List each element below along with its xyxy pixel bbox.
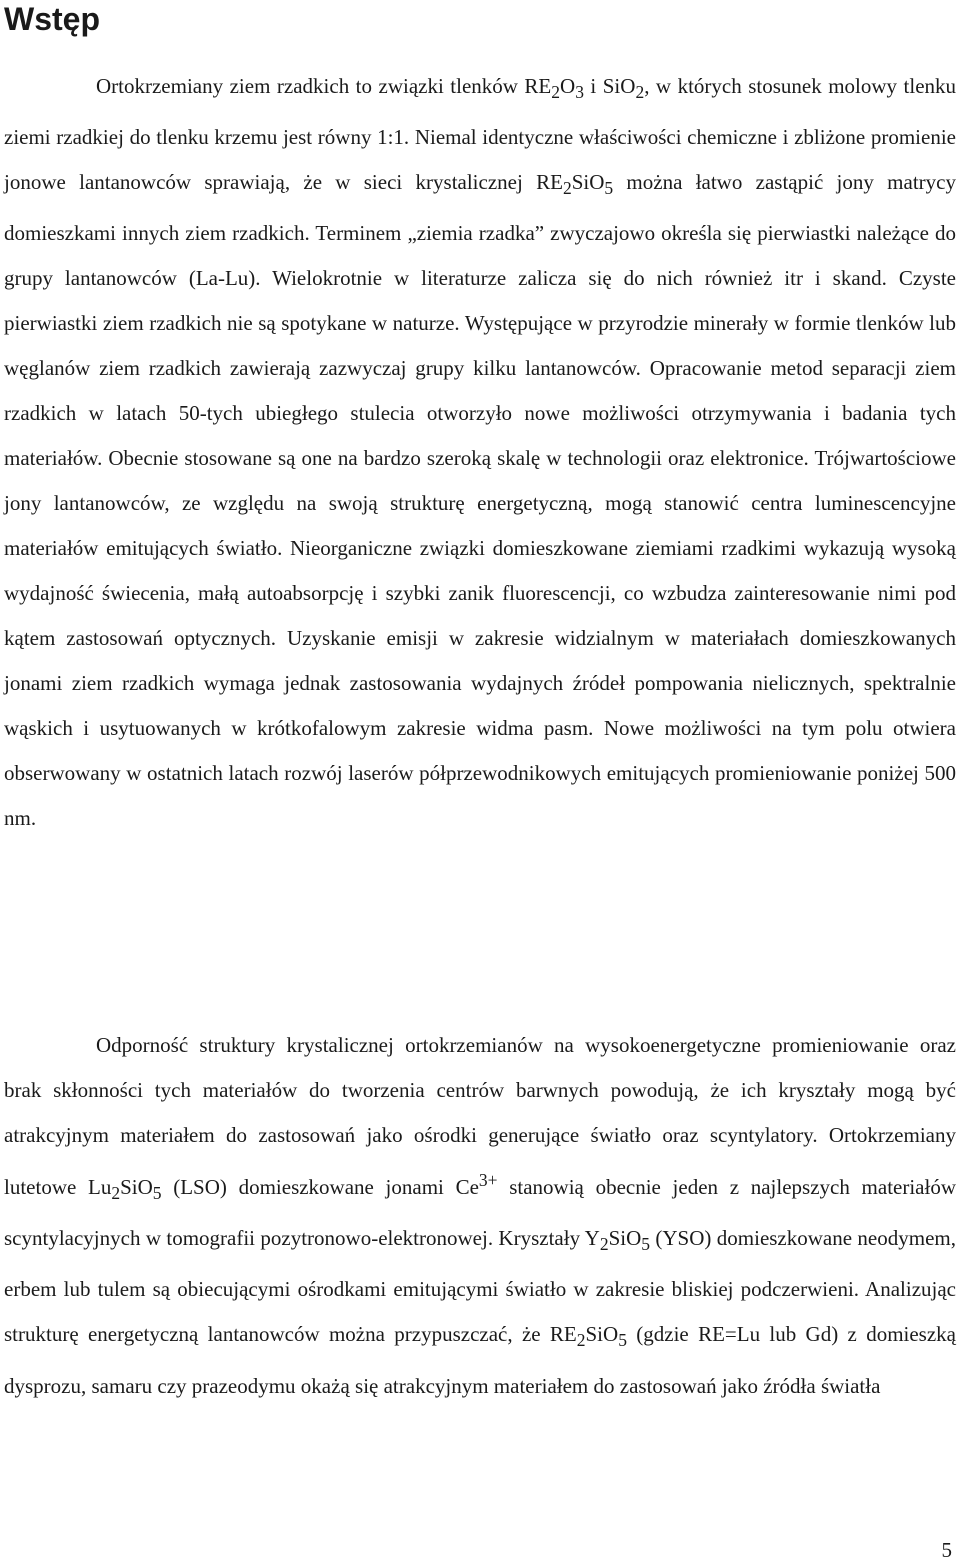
text-segment: SiO <box>585 1322 619 1347</box>
subscript: 2 <box>635 82 645 103</box>
section-heading: Wstęp <box>4 1 100 37</box>
text-segment: Ortokrzemiany ziem rzadkich to związki tlenków RE <box>96 74 552 98</box>
subscript: 5 <box>641 1234 651 1255</box>
subscript: 2 <box>562 178 572 199</box>
text-segment: stanowią obecnie jeden z najlepszych materiałów scyntylacyjnych w tomografii pozytronowo-elektronowej. Kryształy Y <box>4 1175 957 1251</box>
text-segment: (gdzie RE=Lu lub Gd) z domieszką dysprozu, samaru czy prazeodymu okażą się atrakcyjnym materiałem do zastosowań jako źródła światła <box>4 1322 956 1398</box>
subscript: 2 <box>599 1234 609 1255</box>
superscript: 3+ <box>478 1170 498 1190</box>
text-segment: , w których stosunek molowy tlenku ziemi rzadkiej do tlenku krzemu jest równy 1:1. Niemal identyczne właściwości chemiczne i zbliżone promienie jonowe lantanowców sprawiają, że w sieci krystalicznej RE <box>4 74 957 195</box>
text-segment: SiO <box>571 170 605 195</box>
paragraph-orthosilicates <box>4 1023 956 1409</box>
paragraph-intro <box>4 64 956 841</box>
subscript: 3 <box>575 82 584 103</box>
text-segment: i SiO <box>583 74 636 98</box>
subscript: 2 <box>111 1183 121 1204</box>
subscript: 2 <box>551 82 561 103</box>
text-segment: (YSO) domieszkowane neodymem, erbem lub tulem są obiecującymi ośrodkami emitującymi światło w zakresie bliskiej podczerwieni. Analizując strukturę energetyczną lantanowców można przypuszczać, że RE <box>4 1226 956 1347</box>
subscript: 5 <box>618 1330 627 1351</box>
text-segment: (LSO) domieszkowane jonami Ce <box>161 1175 479 1199</box>
subscript: 5 <box>604 178 614 199</box>
text-segment: SiO <box>608 1226 642 1251</box>
subscript: 2 <box>576 1330 586 1351</box>
text-segment: można łatwo zastąpić jony matrycy domieszkami innych ziem rzadkich. Terminem „ziemia rzadka” zwyczajowo określa się pierwiastki należące do grupy lantanowców (La-Lu). Wielokrotnie w literaturze zalicza się do nich również itr i skand. Czyste pierwiastki ziem rzadkich nie są spotykane w naturze. Występujące w przyrodzie minerały w formie tlenków lub węglanów ziem rzadkich zawierają zazwyczaj grupy kilku lantanowców. Opracowanie metod separacji ziem rzadkich w latach 50-tych ubiegłego stulecia otworzyło nowe możliwości otrzymywania i badania tych materiałów. Obecnie stosowane są one na bardzo szeroką skalę w technologii oraz elektronice. Trójwartościowe jony lantanowców, ze względu na swoją strukturę energetyczną, mogą stanowić centra luminescencyjne materiałów emitujących światło. Nieorganiczne związki domieszkowane ziemiami rzadkimi wykazują wysoką wydajność świecenia, małą autoabsorpcję i szybki zanik fluorescencji, co wzbudza zainteresowanie nimi pod kątem zastosowań optycznych. Uzyskanie emisji w zakresie widzialnym w materiałach domieszkowanych jonami ziem rzadkich wymaga jednak zastosowania wydajnych źródeł pompowania nielicznych, spektralnie wąskich i usytuowanych w krótkofalowym zakresie widma pasm. Nowe możliwości na tym polu otwiera obserwowany w ostatnich latach rozwój laserów półprzewodnikowych emitujących promieniowanie poniżej 500 nm. <box>4 170 956 831</box>
text-segment: Odporność struktury krystalicznej ortokrzemianów na wysokoenergetyczne promieniowanie oraz brak skłonności tych materiałów do tworzenia centrów barwnych powodują, że ich kryształy mogą być atrakcyjnym materiałem do zastosowań jako ośrodki generujące światło oraz scyntylatory. Ortokrzemiany lutetowe Lu <box>4 1033 956 1199</box>
text-segment: SiO <box>120 1175 153 1199</box>
page-number: 5 <box>941 1538 952 1562</box>
subscript: 5 <box>152 1183 162 1204</box>
text-segment: O <box>560 74 576 98</box>
